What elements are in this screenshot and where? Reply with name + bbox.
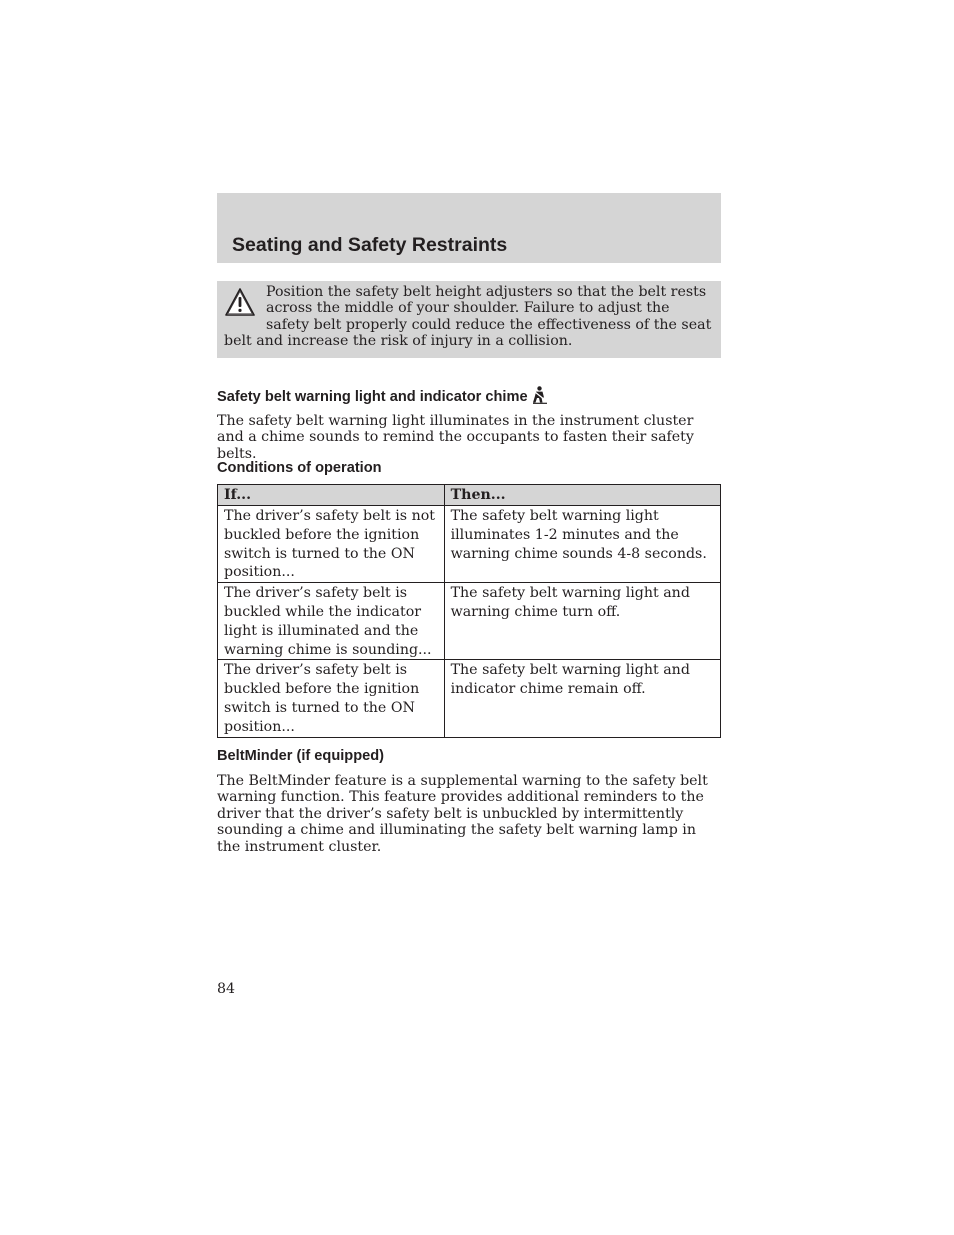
table-header-then: Then... — [444, 485, 720, 506]
page-number: 84 — [217, 981, 236, 997]
table-row — [218, 506, 721, 583]
conditions-table — [217, 484, 721, 738]
table-row — [218, 583, 721, 660]
table-cell-then: The safety belt warning light and indicator chime remain off. — [444, 660, 720, 737]
section-heading-conditions: Conditions of operation — [217, 460, 382, 476]
beltminder-description: The BeltMinder feature is a supplemental warning to the safety belt warning function. This feature provides additional reminders to the driver that the driver’s safety belt is unbuckled by intermittently sounding a chime and illuminating the safety belt warning lamp in the instrument cluster. — [217, 773, 708, 855]
table-cell-if: The driver’s safety belt is buckled while the indicator light is illuminated and the warning chime is sounding... — [218, 583, 445, 660]
table-header-if: If... — [218, 485, 445, 506]
page-title: Seating and Safety Restraints — [232, 234, 508, 256]
section-heading-warning-light — [217, 386, 548, 405]
table-cell-then: The safety belt warning light and warning chime turn off. — [444, 583, 720, 660]
warning-triangle-icon — [224, 286, 256, 318]
warning-light-description: The safety belt warning light illuminates in the instrument cluster and a chime sounds to remind the occupants to fasten their safety belts. — [217, 413, 694, 462]
warning-box — [217, 281, 721, 358]
table-header-row — [218, 485, 721, 506]
table-cell-then: The safety belt warning light illuminates 1-2 minutes and the warning chime sounds 4-8 seconds. — [444, 506, 720, 583]
table-row — [218, 660, 721, 737]
seatbelt-person-icon — [532, 386, 548, 404]
table-cell-if: The driver’s safety belt is buckled before the ignition switch is turned to the ON position... — [218, 660, 445, 737]
table-cell-if: The driver’s safety belt is not buckled before the ignition switch is turned to the ON position... — [218, 506, 445, 583]
warning-text: Position the safety belt height adjusters so that the belt rests across the middle of your shoulder. Failure to adjust the safety belt properly could reduce the effectiveness of the seat belt and increase the risk of injury in a collision. — [224, 284, 712, 350]
section-heading-warning-light-text: Safety belt warning light and indicator chime — [217, 389, 528, 405]
section-heading-beltminder: BeltMinder (if equipped) — [217, 748, 385, 764]
section-header-band — [217, 193, 721, 263]
